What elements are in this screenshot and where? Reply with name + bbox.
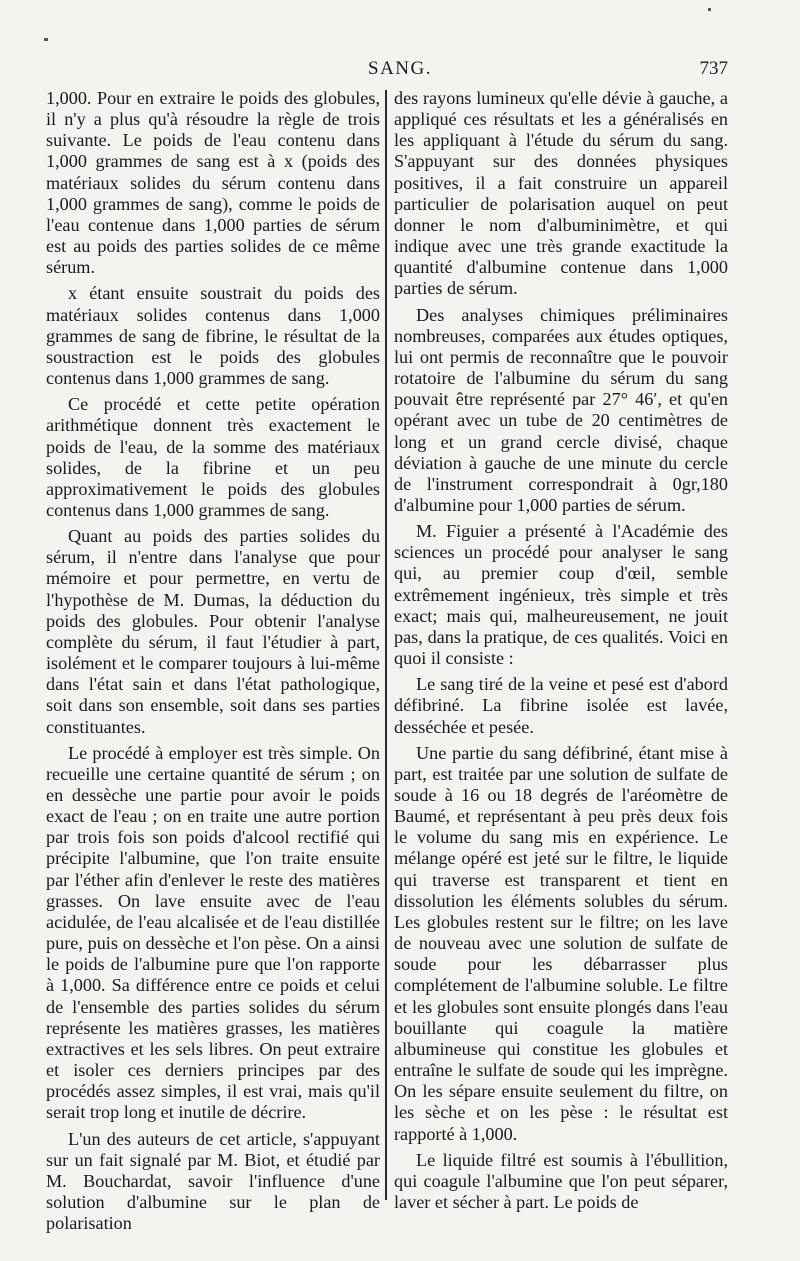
print-speck xyxy=(708,8,711,11)
paragraph: 1,000. Pour en extraire le poids des globules, il n'y a plus qu'à résoudre la règle de trois suivante. Le poids de l'eau contenu dans 1,000 grammes de sang est à x (poids des matériaux solides du sérum contenu dans 1,000 grammes de sang), comme le poids de l'eau contenue dans 1,000 parties de sérum est au poids des parties solides de ce même sérum. xyxy=(46,88,380,278)
paragraph: des rayons lumineux qu'elle dévie à gauche, a appliqué ces résultats et les a généralisés en les appliquant à l'étude du sérum du sang. S'appuyant sur des données physiques positives, il a fait construire un appareil particulier de polarisation auquel on peut donner le nom d'albuminimètre, et qui indique avec une très grande exactitude la quantité d'albumine contenue dans 1,000 parties de sérum. xyxy=(394,88,728,299)
paragraph: Le liquide filtré est soumis à l'ébullition, qui coagule l'albumine que l'on peut séparer, laver et sécher à part. Le poids de xyxy=(394,1149,728,1212)
column-divider xyxy=(385,90,387,1200)
paragraph: L'un des auteurs de cet article, s'appuyant sur un fait signalé par M. Biot, et étudié par M. Bouchardat, savoir l'influence d'une solution d'albumine sur le plan de polarisation xyxy=(46,1128,380,1234)
paragraph: x étant ensuite soustrait du poids des matériaux solides contenus dans 1,000 grammes de sang de fibrine, le résultat de la soustraction est le poids des globules contenus dans 1,000 grammes de sang. xyxy=(46,283,380,389)
running-title: SANG. xyxy=(368,58,432,79)
left-column xyxy=(46,88,380,1239)
paragraph: Ce procédé et cette petite opération arithmétique donnent très exactement le poids de l'eau, de la somme des matériaux solides, de la fibrine et un peu approximativement le poids des globules contenus dans 1,000 grammes de sang. xyxy=(46,394,380,520)
paragraph: Quant au poids des parties solides du sérum, il n'entre dans l'analyse que pour mémoire et pour permettre, en vertu de l'hypothèse de M. Dumas, la déduction du poids des globules. Pour obtenir l'analyse complète du sérum, il faut l'étudier à part, isolément et le comparer toujours à lui-même dans l'état sain et dans l'état pathologique, soit dans son ensemble, soit dans ses parties constituantes. xyxy=(46,526,380,737)
paragraph: Des analyses chimiques préliminaires nombreuses, comparées aux études optiques, lui ont permis de reconnaître que le pouvoir rotatoire de l'albumine du sérum du sang pouvait être représenté par 27° 46′, et qu'en opérant avec un tube de 20 centimètres de long et un grand cercle divisé, chaque déviation à gauche de une minute du cercle de l'instrument correspondrait à 0gr,180 d'albumine pour 1,000 parties de sérum. xyxy=(394,304,728,515)
paragraph: Le sang tiré de la veine et pesé est d'abord défibriné. La fibrine isolée est lavée, desséchée et pesée. xyxy=(394,674,728,737)
right-column xyxy=(394,88,728,1218)
paragraph: Le procédé à employer est très simple. On recueille une certaine quantité de sérum ; on en dessèche une partie pour avoir le poids exact de l'eau ; on en traite une autre portion par trois fois son poids d'alcool rectifié qui précipite l'albumine, que l'on traite ensuite par l'éther afin d'enlever le reste des matières grasses. On lave ensuite avec de l'eau acidulée, de l'eau alcalisée et de l'eau distillée pure, puis on dessèche et l'on pèse. On a ainsi le poids de l'albumine pure que l'on rapporte à 1,000. Sa différence entre ce poids et celui de l'ensemble des parties solides du sérum représente les matières grasses, les matières extractives et les sels libres. On peut extraire et isoler ces derniers principes par des procédés assez simples, il est vrai, mais qu'il serait trop long et inutile de décrire. xyxy=(46,742,380,1123)
page-header xyxy=(0,56,800,82)
page-number: 737 xyxy=(699,58,728,79)
paragraph: M. Figuier a présenté à l'Académie des sciences un procédé pour analyser le sang qui, au premier coup d'œil, semble extrêmement ingénieux, très simple et très exact; mais qui, malheureusement, ne jouit pas, dans la pratique, de ces qualités. Voici en quoi il consiste : xyxy=(394,521,728,669)
paragraph: Une partie du sang défibriné, étant mise à part, est traitée par une solution de sulfate de soude à 16 ou 18 degrés de l'aréomètre de Baumé, et représentant à peu près deux fois le volume du sang mis en expérience. Le mélange opéré est jeté sur le filtre, le liquide qui traverse est transparent et tient en dissolution les éléments solubles du sérum. Les globules restent sur le filtre; on les lave de nouveau avec une solution de sulfate de soude pour les débarrasser plus complétement de l'albumine soluble. Le filtre et les globules sont ensuite plongés dans l'eau bouillante qui coagule la matière albumineuse qui constitue les globules et entraîne le sulfate de soude qui les imprègne. On les sépare ensuite seulement du filtre, on les sèche et on les pèse : le résultat est rapporté à 1,000. xyxy=(394,742,728,1144)
print-speck xyxy=(44,38,48,41)
